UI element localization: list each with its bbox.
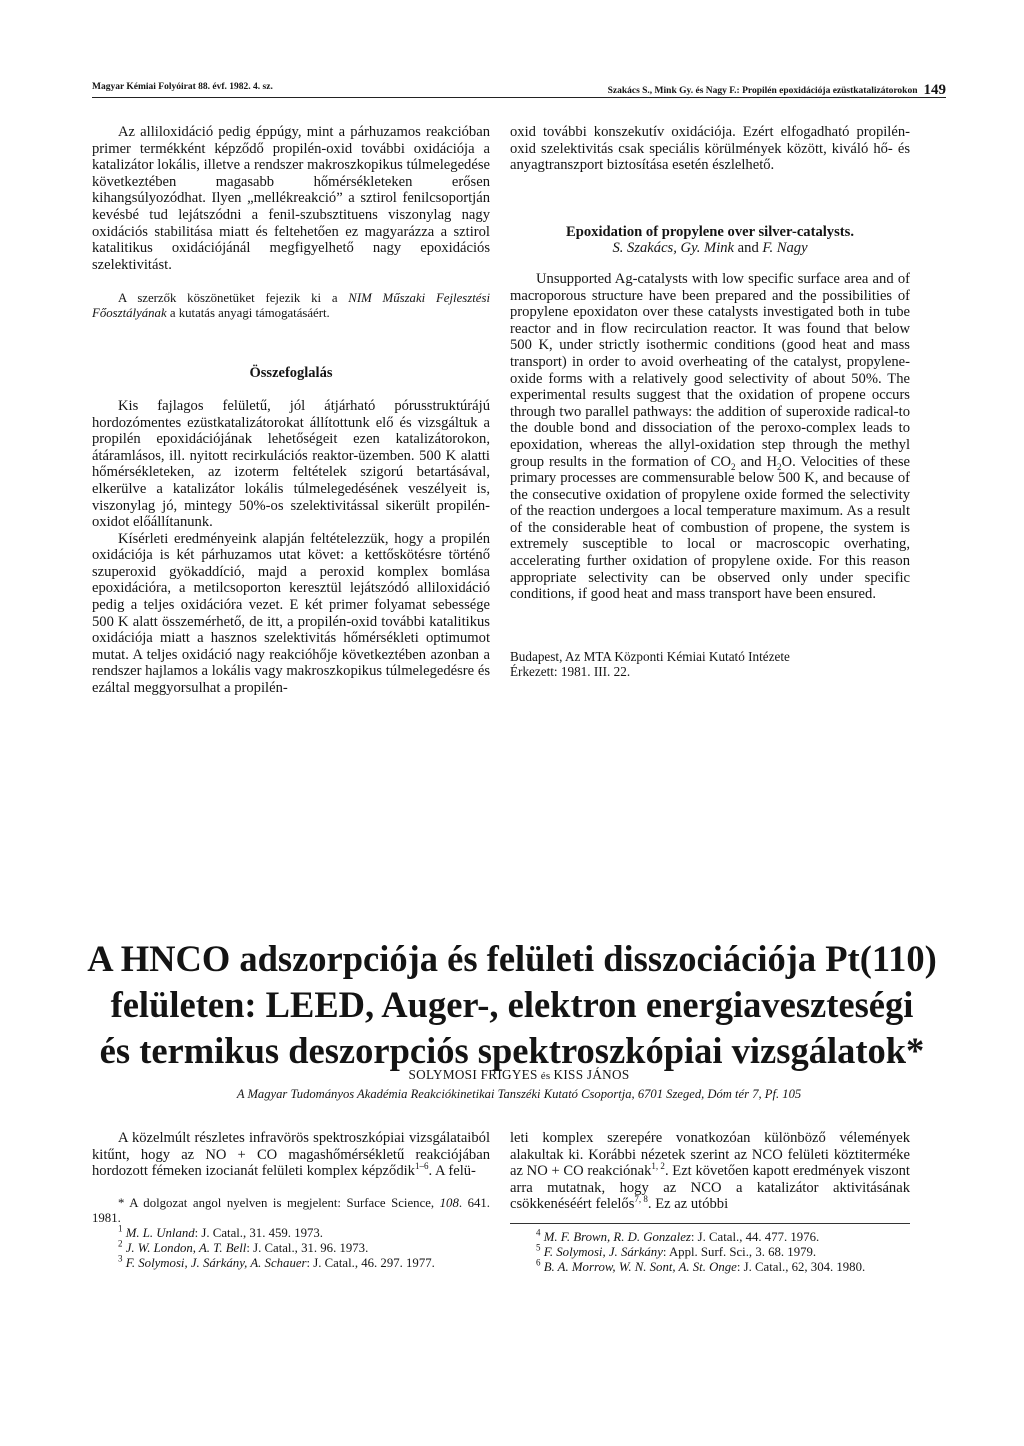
english-abstract-title: Epoxidation of propylene over silver-catalysts. [566, 223, 854, 240]
summary-paragraph: Kis fajlagos felületű, jól átjárható pórusstruktúrájú hordozómentes ezüstkatalizátorokat állítottunk elő és vizsgáltuk a propilén epoxidációjának lehetőségeit ezen katalizátorokon, átáramlásos, ill. nyitott recirkulációs reaktor-üzemben. 500 K alatti hőmérsékleteken, az izoterm feltételek szigorú betartásával, elkerülve a katalizátor lokális túlmelegedésének veszélyeit is, viszonylag jó, mintegy 50%-os szelektivitással sikerült propilén-oxidot előállítanunk. [92, 397, 490, 531]
footnote-separator [510, 1223, 910, 1224]
author-names: S. Szakács, Gy. Mink [612, 240, 735, 257]
citation-superscript: 1–6 [414, 1161, 429, 1172]
article-title [72, 936, 952, 1074]
author-name: F. Nagy [762, 240, 808, 257]
ack-text-end: a kutatás anyagi támogatásáért. [166, 306, 330, 321]
body-text: . Ez az utóbbi [647, 1196, 729, 1213]
title-line: A HNCO adszorpciója és felületi disszociációja Pt(110) [87, 938, 937, 979]
right-column-bottom [510, 1130, 910, 1275]
footnote-author: F. Solymosi, J. Sárkány [543, 1244, 663, 1259]
footnote-ref: : J. Catal., 46. 297. 1977. [306, 1255, 435, 1270]
footnote-author: M. L. Unland [125, 1225, 195, 1240]
ack-text: A szerzők köszönetüket fejezik ki a [118, 291, 349, 306]
acknowledgement [92, 291, 490, 321]
author-name: KISS JÁNOS [553, 1067, 630, 1082]
citation-superscript: 1, 2 [651, 1161, 665, 1172]
footnote [510, 1227, 910, 1245]
author-name: SOLYMOSI FRIGYES [408, 1067, 538, 1082]
footnote-author: J. W. London, A. T. Bell [125, 1240, 247, 1255]
running-title-text: Szakács S., Mink Gy. és Nagy F.: Propilén epoxidációja ezüstkatalizátorokon [607, 86, 918, 96]
footnote-volume: 108 [439, 1195, 459, 1210]
left-column-bottom [92, 1130, 490, 1271]
received-date: Érkezett: 1981. III. 22. [510, 663, 631, 679]
footnote-author: F. Solymosi, J. Sárkány, A. Schauer [125, 1255, 307, 1270]
subscript: 2 [731, 461, 736, 472]
footnote-ref: : J. Catal., 44. 477. 1976. [690, 1229, 820, 1244]
footnote [92, 1196, 490, 1226]
footnote [92, 1253, 490, 1271]
ack-italic: NIM Műszaki Fejlesztési Főosztályának [92, 291, 490, 321]
footnote-text: A dolgozat angol nyelven is megjelent: Surface Science, [124, 1195, 440, 1210]
footnote-ref: : J. Catal., 31. 96. 1973. [246, 1240, 369, 1255]
footnote-ref: : Appl. Surf. Sci., 3. 68. 1979. [662, 1244, 817, 1259]
body-text: . Ezt követően kapott eredmények viszont arra mutatnak, hogy az NCO a katalizátor aktivitásának csökkenéséért felelős [510, 1163, 910, 1213]
running-header [92, 78, 946, 96]
body-paragraph [510, 1130, 910, 1213]
footnote [510, 1257, 910, 1275]
footnote-mark: 1 [118, 1223, 123, 1234]
footnote-author: B. A. Morrow, W. N. Sont, A. St. Onge [543, 1259, 737, 1274]
english-abstract [510, 271, 910, 603]
and-word: és [537, 1070, 554, 1082]
abstract-text: O. Velocities of these primary processes are commensurable below 500 K, and because of the consecutive oxidation of propylene oxide formed the selectivity of the reaction undergoes a local temperature maximum. As a result of the considerable heat of combustion of propene, the system is extremely susceptible to local or macroscopic overhating, accelerating further oxidation of propylene oxide. For this reason appropriate selectivity can be observed only under specific conditions, if good heat and mass transport have been ensured. [510, 453, 910, 603]
and-word: and [734, 240, 763, 257]
footnote-mark: * [118, 1195, 125, 1210]
footnote-mark: 3 [118, 1253, 123, 1264]
footnote-mark: 5 [536, 1242, 541, 1253]
footnote-mark: 4 [536, 1227, 541, 1238]
abstract-text: and H [735, 453, 778, 470]
summary-heading: Összefoglalás [249, 365, 333, 382]
body-paragraph [92, 1130, 490, 1180]
affiliation: A Magyar Tudományos Akadémia Reakciókinetikai Tanszéki Kutató Csoportja, 6701 Szeged, Dóm tér 7, Pf. 105 [236, 1087, 802, 1101]
footnote [510, 1242, 910, 1260]
article-authors [92, 1067, 946, 1083]
citation-superscript: 7, 8 [634, 1194, 648, 1205]
footnote [92, 1238, 490, 1256]
footnote-ref: : J. Catal., 62, 304. 1980. [736, 1259, 866, 1274]
right-column-top [510, 124, 910, 679]
page-number: 149 [923, 82, 946, 98]
footnote-ref: : J. Catal., 31. 459. 1973. [194, 1225, 323, 1240]
body-text: A közelmúlt részletes infravörös spektroszkópiai vizsgálataiból kitűnt, hogy az NO + CO magashőmérsékletű reakciójában hordozott fémeken izocianát felületi komplex képződik [92, 1130, 490, 1180]
footnote-mark: 6 [536, 1257, 541, 1268]
journal-citation: Magyar Kémiai Folyóirat 88. évf. 1982. 4. sz. [92, 82, 273, 92]
footnote-author: M. F. Brown, R. D. Gonzalez [543, 1229, 691, 1244]
footnote-mark: 2 [118, 1238, 123, 1249]
footnote [92, 1223, 490, 1241]
footnote-text: . 641. 1981. [92, 1195, 490, 1225]
footnotes [510, 1227, 910, 1275]
body-paragraph: Az alliloxidáció pedig éppúgy, mint a párhuzamos reakcióban primer termékként képződő propilén-oxid további oxidációja a katalizátor lokális, illetve a rendszer makroszkopikus túlmelegedése következtében magasabb hőmérsékleteken erősen kihangsúlyozódhat. Ilyen „mellékreakció” a sztirol fenilcsoportján kevésbé tud lejátszódni a fenil-szubsztituens viszonylag nagy oxidációs stabilitása miatt és feltehetően ez magyarázza a sztirol katalitikus oxidációjánál megfigyelhető nagy epoxidációs szelektivitást. [92, 124, 490, 273]
title-line: és termikus deszorpciós spektroszkópiai vizsgálatok* [99, 1030, 925, 1071]
summary-paragraph: Kísérleti eredményeink alapján feltételezzük, hogy a propilén oxidációja is két párhuzamos utat követ: a kettőskötésre történő szuperoxid gyökaddíció, majd a peroxid komplex bomlása epoxidációra, a metilcsoporton keresztül lejátszódó alliloxidáció pedig a teljes oxidációra vezet. E két primer folyamat sebessége 500 K alatt összemérhető, de itt, a propilén-oxid további katalitikus oxidációja miatt a hasznos szelektivitás hőmérsékleti optimumot mutat. A teljes oxidáció nagy reakcióhője következtében azonban a rendszer hajlamos a lokális vagy makroszkopikus túlmelegedésre és ezáltal meggyorsulhat a propilén- [92, 530, 490, 697]
institution-address: Budapest, Az MTA Központi Kémiai Kutató Intézete [510, 648, 790, 664]
title-line: felületen: LEED, Auger-, elektron energiaveszteségi [110, 984, 914, 1025]
english-abstract-authors [510, 240, 910, 257]
body-text: . A felü- [428, 1163, 476, 1180]
header-rule [92, 97, 946, 98]
body-text: leti komplex szerepére vonatkozóan különböző vélemények alakultak ki. Korábbi nézetek szerint az NCO felületi köztiterméke az NO + CO reakciónak [510, 1130, 910, 1180]
abstract-text: Unsupported Ag-catalysts with low specific surface area and of macroporous structure have been prepared and the possibilities of propylene epoxidaton over these catalysts investigated both in tube reactor and in flow recirculation reactor. It was found that below 500 K, under strictly isothermic conditions (good heat and mass transport) in order to avoid overheating of the catalyst, propylene-oxide forms with a relatively good selectivity of about 50%. The experimental results suggest that the oxidation of propene occurs through two parallel pathways: the addition of superoxide radical-to the double bond and dissociation of the peroxo-complex leads to epoxidation, whereas the allyl-oxidation step through the methyl group results in the formation of CO [510, 270, 910, 470]
footnotes [92, 1196, 490, 1271]
body-paragraph-continued: oxid további konszekutív oxidációja. Ezért elfogadható propilén-oxid szelektivitás csak speciális körülmények között, kiváló hő- és anyagtranszport biztosítása esetén észlelhető. [510, 124, 910, 174]
subscript: 2 [777, 461, 782, 472]
left-column-top [92, 124, 490, 697]
